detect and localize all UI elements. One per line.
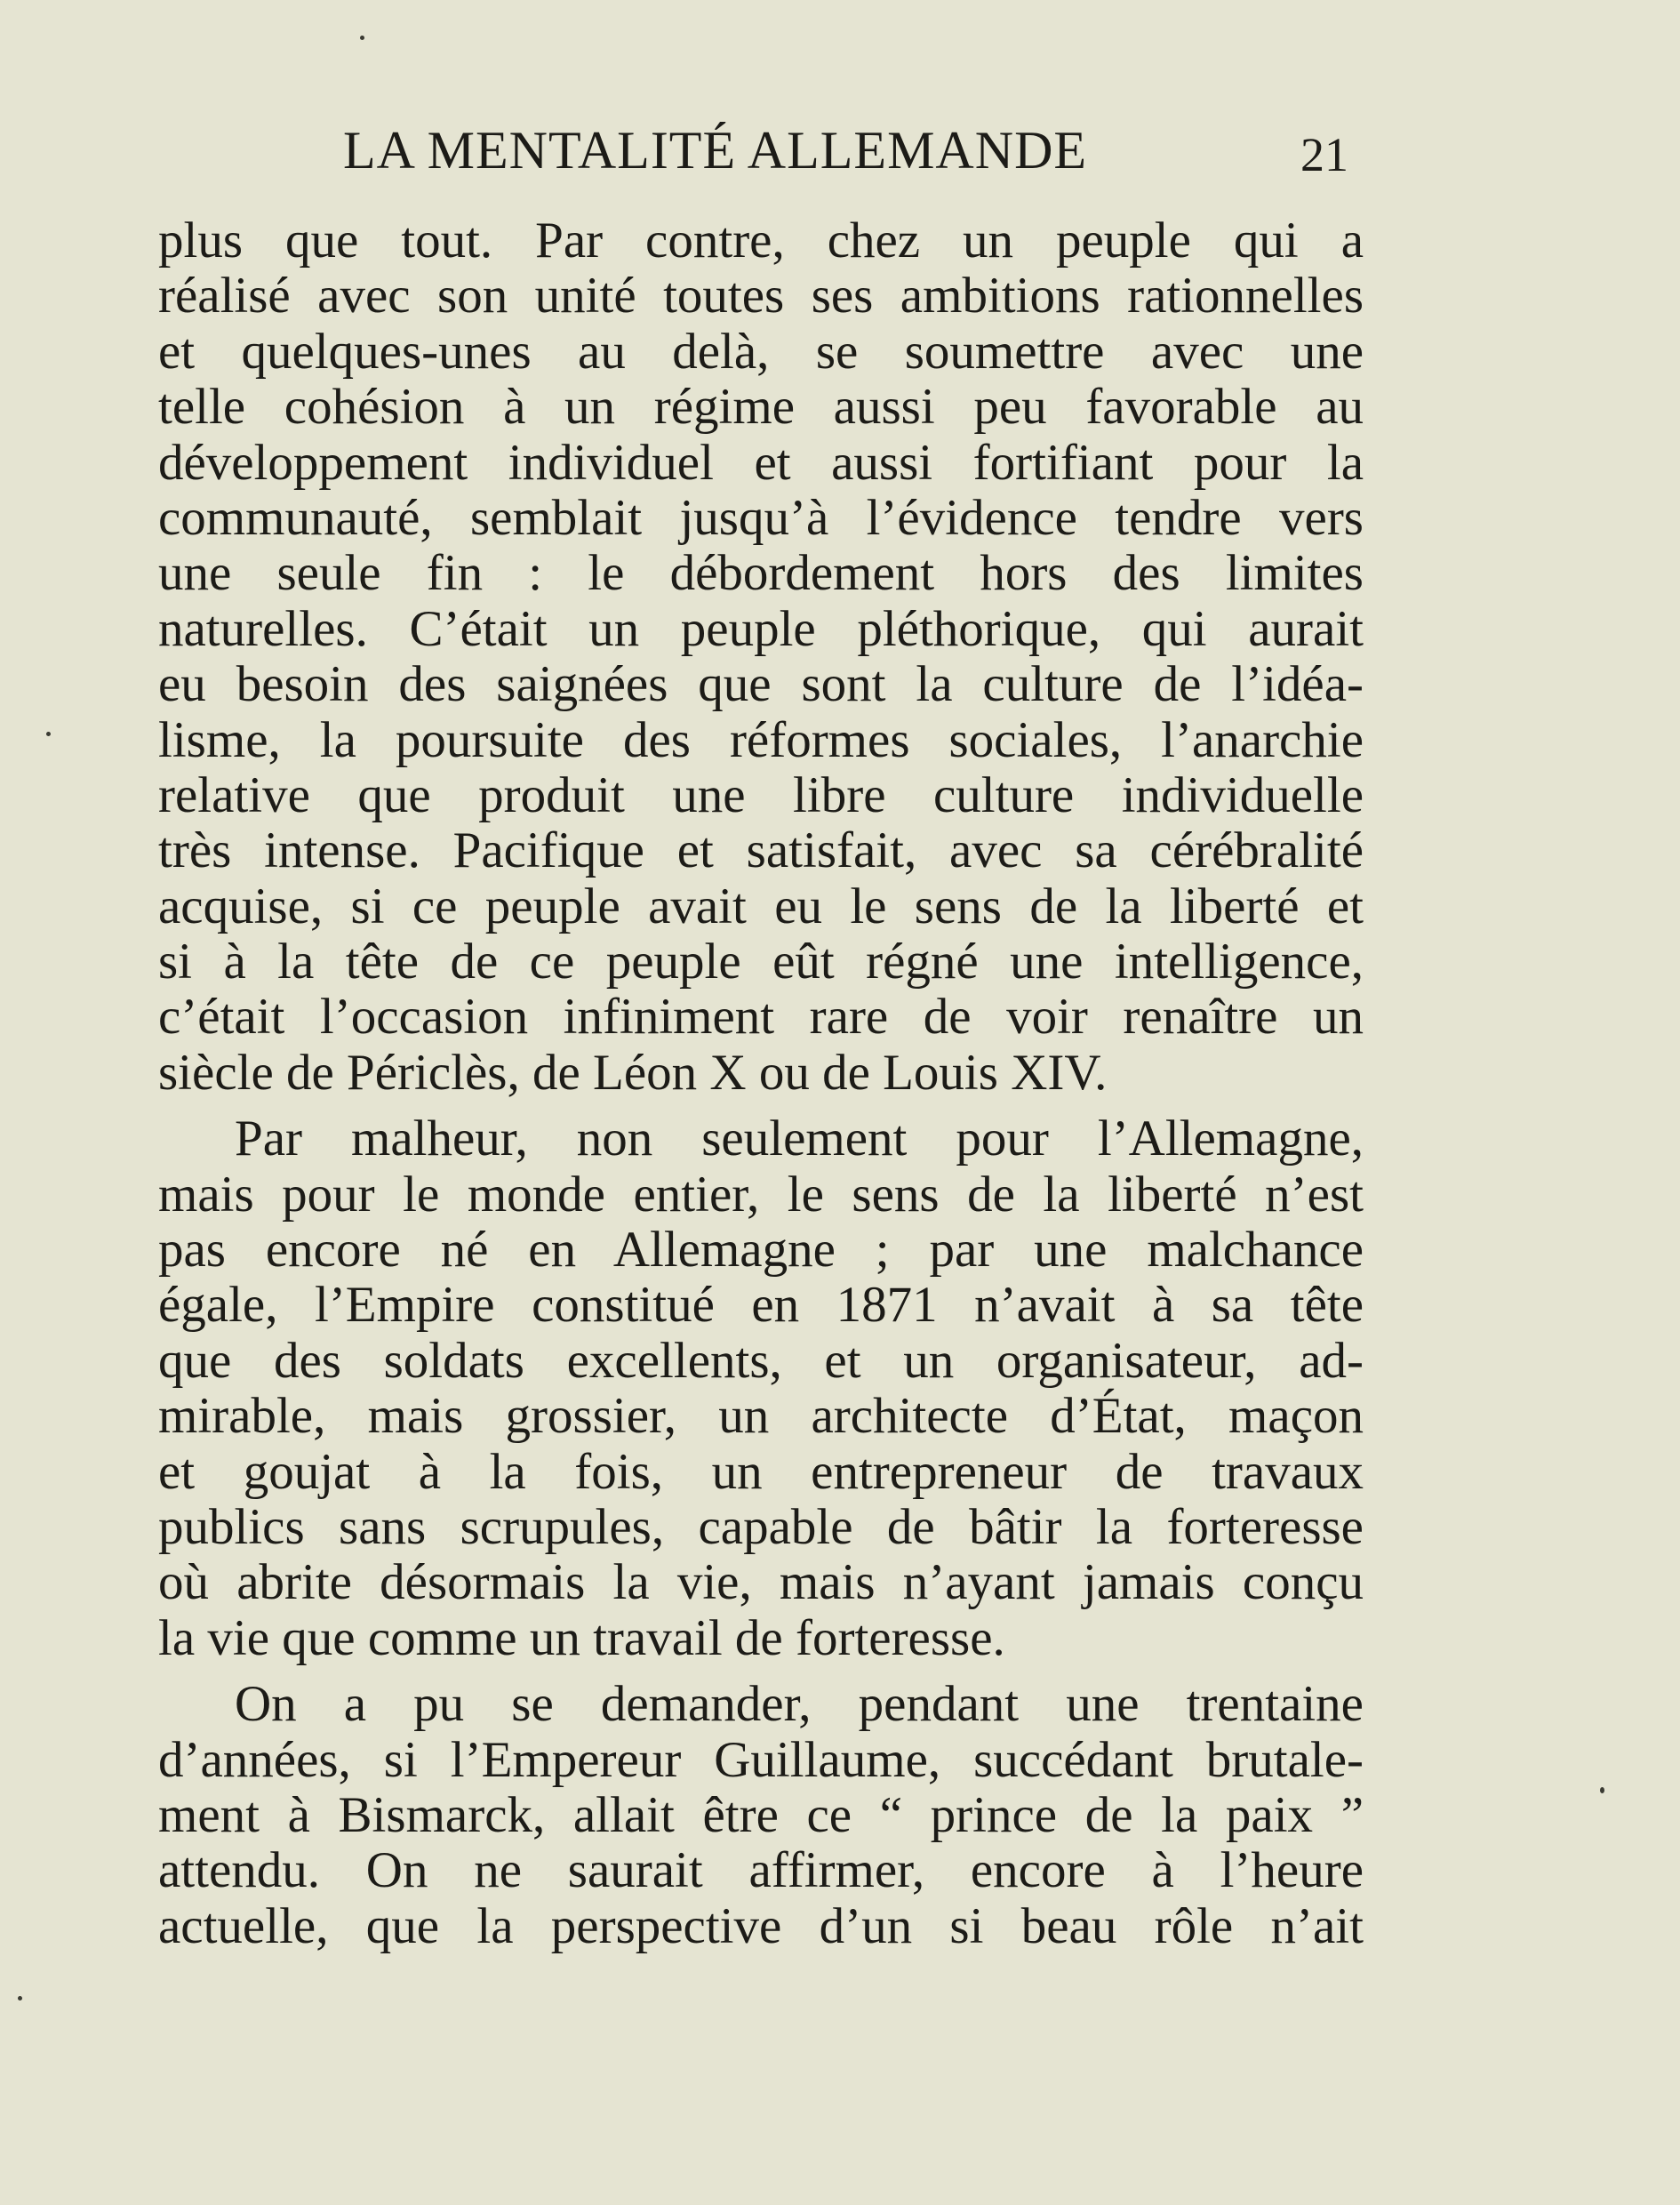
paper-speck [46, 732, 51, 736]
text-line: naturelles. C’était un peuple pléthorique, qui aurait [158, 600, 1364, 657]
text-line: et goujat à la fois, un entrepreneur de travaux [158, 1443, 1364, 1500]
text-line: si à la tête de ce peuple eût régné une intelligence, [158, 934, 1364, 990]
text-line: eu besoin des saignées que sont la culture de l’idéa- [158, 656, 1364, 713]
text-line: très intense. Pacifique et satisfait, avec sa cérébralité [158, 822, 1364, 879]
text-line: où abrite désormais la vie, mais n’ayant jamais conçu [158, 1554, 1364, 1611]
body-text [158, 213, 1364, 1954]
text-line: que des soldats excellents, et un organisateur, ad- [158, 1332, 1364, 1389]
text-line: Par malheur, non seulement pour l’Allemagne, [235, 1111, 1364, 1167]
text-line: développement individuel et aussi fortifiant pour la [158, 434, 1364, 491]
text-line: d’années, si l’Empereur Guillaume, succédant brutale- [158, 1731, 1364, 1788]
text-line: communauté, semblait jusqu’à l’évidence tendre vers [158, 489, 1364, 546]
text-line: telle cohésion à un régime aussi peu favorable au [158, 379, 1364, 436]
text-line: lisme, la poursuite des réformes sociales, l’anarchie [158, 711, 1364, 768]
text-line: et quelques-unes au delà, se soumettre avec une [158, 323, 1364, 380]
text-line: égale, l’Empire constitué en 1871 n’avait à sa tête [158, 1277, 1364, 1334]
text-line: réalisé avec son unité toutes ses ambitions rationnelles [158, 268, 1364, 325]
text-line: relative que produit une libre culture individuelle [158, 766, 1364, 823]
text-line: une seule fin : le débordement hors des limites [158, 545, 1364, 602]
text-line: c’était l’occasion infiniment rare de voir renaître un [158, 989, 1364, 1046]
text-line: mais pour le monde entier, le sens de la liberté n’est [158, 1166, 1364, 1223]
text-line: siècle de Périclès, de Léon X ou de Louis XIV. [158, 1044, 1108, 1101]
text-line: mirable, mais grossier, un architecte d’État, maçon [158, 1388, 1364, 1445]
text-line: plus que tout. Par contre, chez un peuple qui a [158, 212, 1364, 269]
paper-speck [1600, 1787, 1604, 1793]
text-line: actuelle, que la perspective d’un si beau rôle n’ait [158, 1897, 1364, 1954]
text-line: attendu. On ne saurait affirmer, encore à l’heure [158, 1842, 1364, 1899]
text-line: acquise, si ce peuple avait eu le sens de la liberté et [158, 878, 1364, 934]
page-number: 21 [1300, 128, 1348, 181]
text-line: ment à Bismarck, allait être ce “ prince de la paix ” [158, 1786, 1364, 1843]
paper-speck [360, 36, 364, 40]
text-line: la vie que comme un travail de forteresse. [158, 1609, 1005, 1666]
running-title: LA MENTALITÉ ALLEMANDE [343, 121, 1088, 180]
text-line: publics sans scrupules, capable de bâtir la forteresse [158, 1498, 1364, 1555]
paper-speck [18, 1996, 22, 2001]
text-line: On a pu se demander, pendant une trentaine [235, 1676, 1364, 1733]
text-line: pas encore né en Allemagne ; par une malchance [158, 1222, 1364, 1279]
